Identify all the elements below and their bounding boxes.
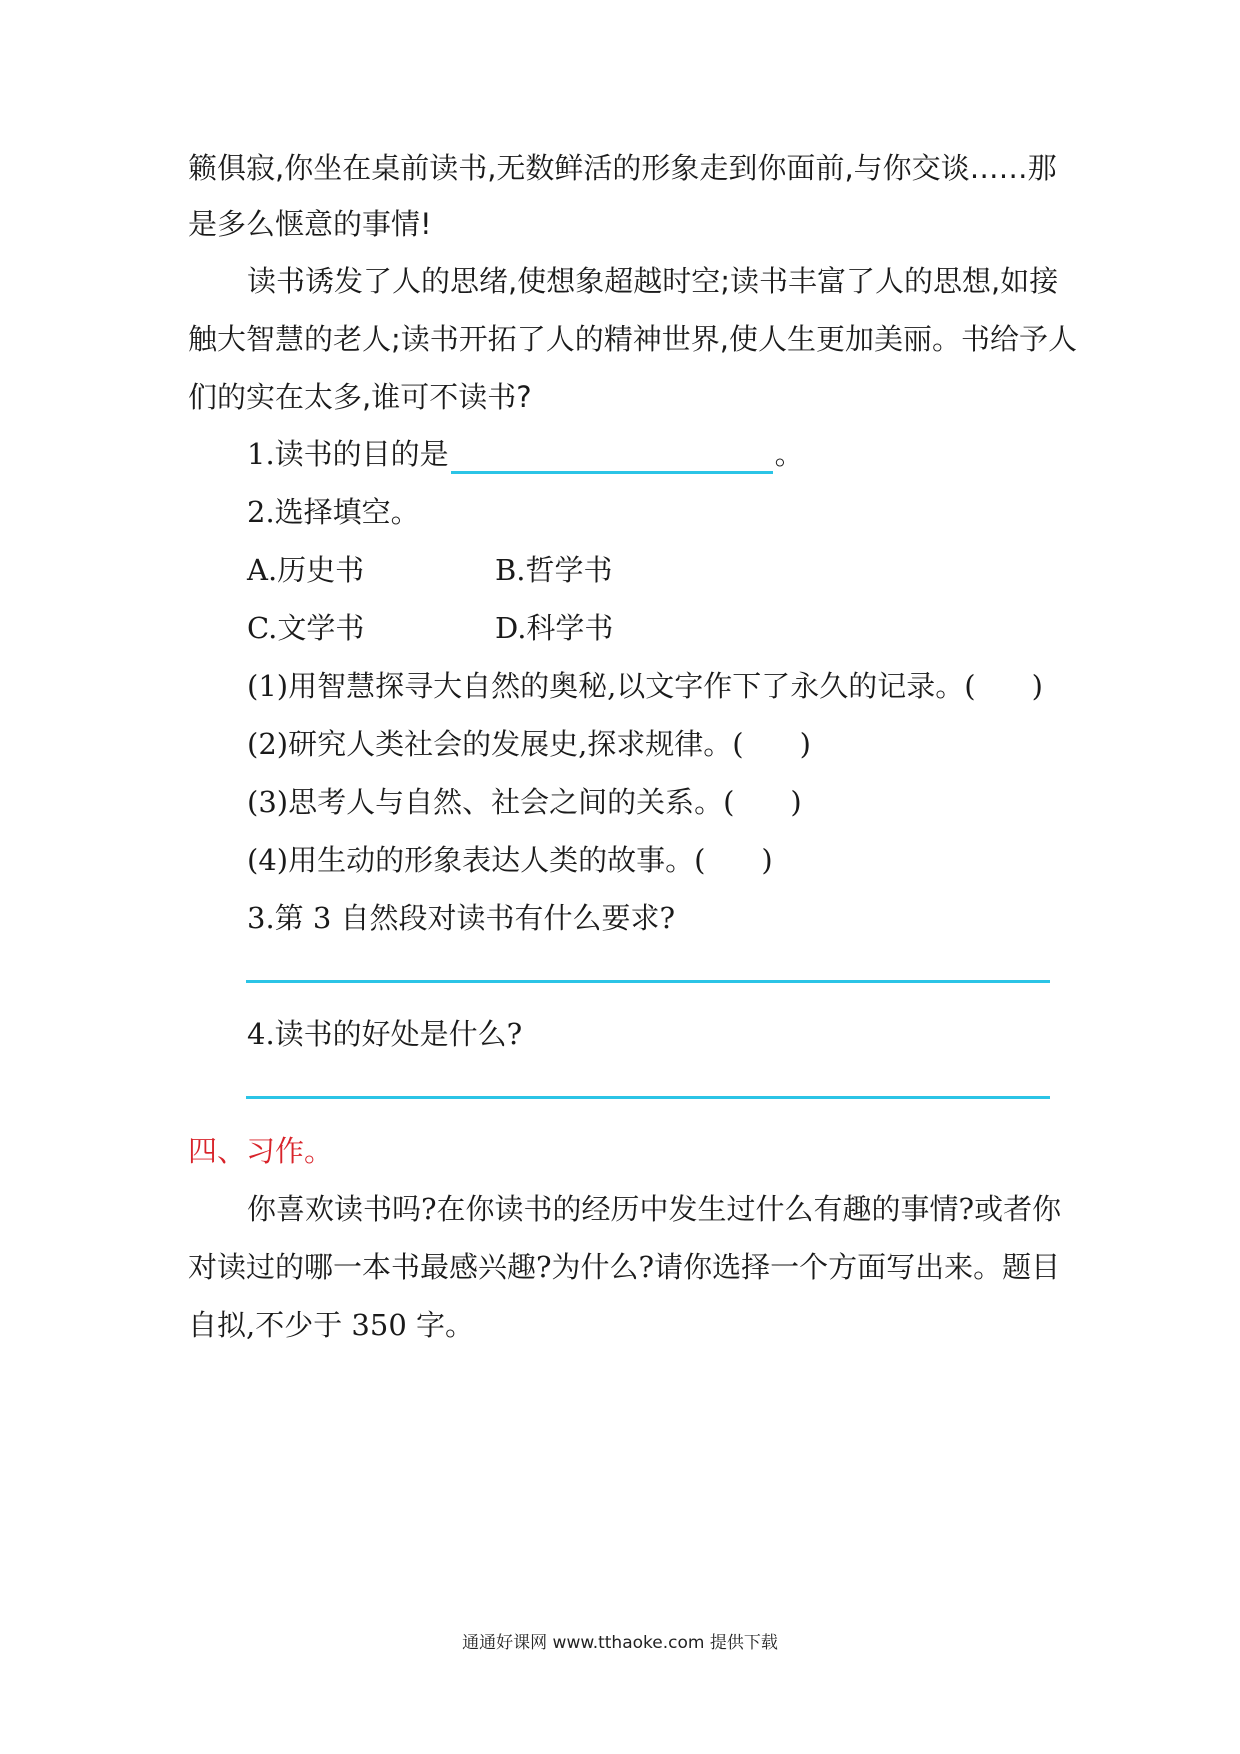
- option-d: D.科学书: [495, 611, 614, 645]
- option-c: C.文学书: [247, 611, 365, 645]
- fill-item: [247, 666, 1043, 706]
- passage-line: 读书诱发了人的思绪,使想象超越时空;读书丰富了人的思想,如接: [247, 264, 1059, 298]
- question-4-text: 4.读书的好处是什么?: [247, 1017, 523, 1051]
- fill-item-text: (1)用智慧探寻大自然的奥秘,以文字作下了永久的记录。(: [247, 669, 976, 703]
- fill-item: [247, 840, 773, 880]
- question-2-text: 2.选择填空。: [247, 495, 420, 529]
- composition-line: 对读过的哪一本书最感兴趣?为什么?请你选择一个方面写出来。题目: [188, 1250, 1061, 1284]
- composition-line: 你喜欢读书吗?在你读书的经历中发生过什么有趣的事情?或者你: [247, 1192, 1062, 1226]
- question-1-answer-blank[interactable]: [451, 441, 773, 474]
- passage-line: 是多么惬意的事情!: [188, 207, 432, 241]
- question-3-text: 3.第 3 自然段对读书有什么要求?: [247, 901, 676, 935]
- fill-item: [247, 782, 802, 822]
- fill-item-text: (3)思考人与自然、社会之间的关系。(: [247, 785, 735, 819]
- question-1: [247, 434, 804, 474]
- option-a: A.历史书: [247, 553, 365, 587]
- paren-close: ): [761, 843, 773, 877]
- option-b: B.哲学书: [495, 553, 613, 587]
- fill-item: [247, 724, 811, 764]
- question-1-end: 。: [774, 437, 804, 471]
- question-1-text: 1.读书的目的是: [247, 437, 449, 471]
- question-4-answer-line[interactable]: [246, 1096, 1050, 1099]
- paren-close: ): [790, 785, 802, 819]
- fill-item-text: (4)用生动的形象表达人类的故事。(: [247, 843, 706, 877]
- composition-line: 自拟,不少于 350 字。: [188, 1308, 475, 1342]
- paren-close: ): [799, 727, 811, 761]
- passage-line: 们的实在太多,谁可不读书?: [188, 380, 532, 414]
- fill-item-text: (2)研究人类社会的发展史,探求规律。(: [247, 727, 744, 761]
- option-row: [247, 608, 614, 648]
- passage-line: 触大智慧的老人;读书开拓了人的精神世界,使人生更加美丽。书给予人: [188, 322, 1077, 356]
- paren-close: ): [1031, 669, 1043, 703]
- footer-credit: 通通好课网 www.tthaoke.com 提供下载: [462, 1633, 778, 1653]
- option-row: [247, 550, 613, 590]
- question-3-answer-line[interactable]: [246, 980, 1050, 983]
- section-heading: 四、习作。: [188, 1134, 334, 1168]
- passage-line: 籁俱寂,你坐在桌前读书,无数鲜活的形象走到你面前,与你交谈……那: [188, 151, 1057, 185]
